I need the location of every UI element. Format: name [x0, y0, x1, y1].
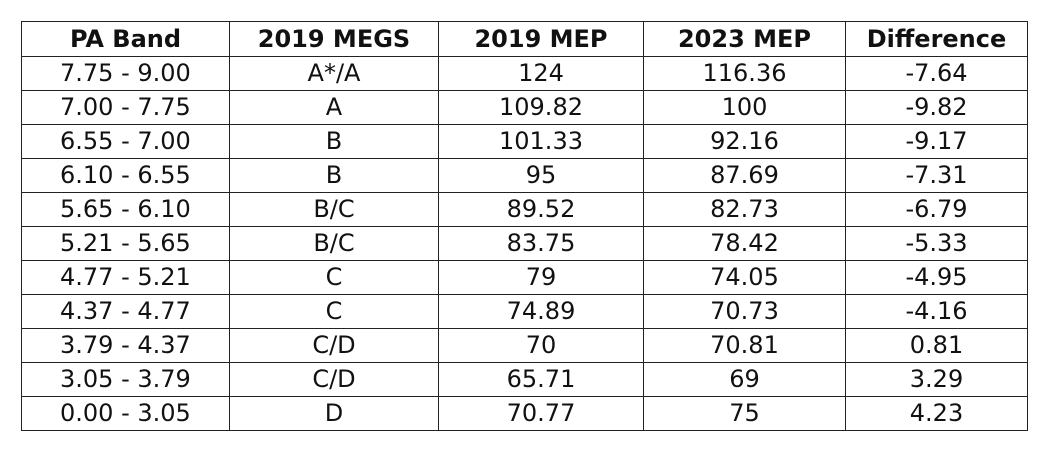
table-row [22, 227, 1028, 261]
cell-2023-mep: 78.42 [644, 227, 846, 261]
cell-2023-mep: 87.69 [644, 159, 846, 193]
cell-2019-mep: 89.52 [439, 193, 644, 227]
table-row [22, 363, 1028, 397]
cell-2019-mep: 83.75 [439, 227, 644, 261]
cell-pa-band: 7.00 - 7.75 [22, 91, 230, 125]
cell-pa-band: 3.79 - 4.37 [22, 329, 230, 363]
cell-2019-mep: 65.71 [439, 363, 644, 397]
cell-2019-megs: B [230, 159, 439, 193]
cell-2019-megs: A*/A [230, 57, 439, 91]
cell-2019-megs: C [230, 261, 439, 295]
cell-2023-mep: 74.05 [644, 261, 846, 295]
cell-2023-mep: 92.16 [644, 125, 846, 159]
cell-2019-mep: 109.82 [439, 91, 644, 125]
table-row [22, 125, 1028, 159]
cell-2019-megs: C/D [230, 363, 439, 397]
cell-2023-mep: 69 [644, 363, 846, 397]
cell-pa-band: 5.65 - 6.10 [22, 193, 230, 227]
cell-2019-mep: 70.77 [439, 397, 644, 431]
cell-2023-mep: 70.73 [644, 295, 846, 329]
cell-2023-mep: 70.81 [644, 329, 846, 363]
table-row [22, 193, 1028, 227]
cell-2019-megs: D [230, 397, 439, 431]
cell-difference: -6.79 [846, 193, 1028, 227]
cell-2023-mep: 82.73 [644, 193, 846, 227]
cell-2019-megs: C [230, 295, 439, 329]
cell-2019-megs: C/D [230, 329, 439, 363]
cell-2019-megs: B/C [230, 227, 439, 261]
cell-2019-mep: 95 [439, 159, 644, 193]
table-row [22, 159, 1028, 193]
cell-2023-mep: 100 [644, 91, 846, 125]
data-table-container [21, 21, 1028, 431]
cell-pa-band: 0.00 - 3.05 [22, 397, 230, 431]
cell-difference: 4.23 [846, 397, 1028, 431]
header-2023-mep: 2023 MEP [644, 22, 846, 57]
header-2019-mep: 2019 MEP [439, 22, 644, 57]
cell-difference: -5.33 [846, 227, 1028, 261]
cell-pa-band: 6.55 - 7.00 [22, 125, 230, 159]
cell-difference: -9.82 [846, 91, 1028, 125]
header-2019-megs: 2019 MEGS [230, 22, 439, 57]
cell-2019-mep: 70 [439, 329, 644, 363]
cell-pa-band: 5.21 - 5.65 [22, 227, 230, 261]
cell-2019-mep: 124 [439, 57, 644, 91]
cell-2019-megs: A [230, 91, 439, 125]
cell-difference: -4.95 [846, 261, 1028, 295]
cell-pa-band: 3.05 - 3.79 [22, 363, 230, 397]
table-row [22, 261, 1028, 295]
cell-2019-megs: B/C [230, 193, 439, 227]
cell-pa-band: 4.77 - 5.21 [22, 261, 230, 295]
cell-difference: -4.16 [846, 295, 1028, 329]
cell-2019-mep: 74.89 [439, 295, 644, 329]
table-row [22, 91, 1028, 125]
pa-band-table [21, 21, 1028, 431]
cell-2019-mep: 101.33 [439, 125, 644, 159]
cell-difference: -9.17 [846, 125, 1028, 159]
table-row [22, 295, 1028, 329]
cell-difference: -7.31 [846, 159, 1028, 193]
cell-pa-band: 7.75 - 9.00 [22, 57, 230, 91]
header-pa-band: PA Band [22, 22, 230, 57]
header-row [22, 22, 1028, 57]
cell-difference: 0.81 [846, 329, 1028, 363]
cell-2023-mep: 75 [644, 397, 846, 431]
table-row [22, 397, 1028, 431]
cell-pa-band: 6.10 - 6.55 [22, 159, 230, 193]
header-difference: Difference [846, 22, 1028, 57]
cell-pa-band: 4.37 - 4.77 [22, 295, 230, 329]
cell-difference: -7.64 [846, 57, 1028, 91]
cell-difference: 3.29 [846, 363, 1028, 397]
cell-2019-megs: B [230, 125, 439, 159]
cell-2019-mep: 79 [439, 261, 644, 295]
cell-2023-mep: 116.36 [644, 57, 846, 91]
table-row [22, 57, 1028, 91]
table-row [22, 329, 1028, 363]
